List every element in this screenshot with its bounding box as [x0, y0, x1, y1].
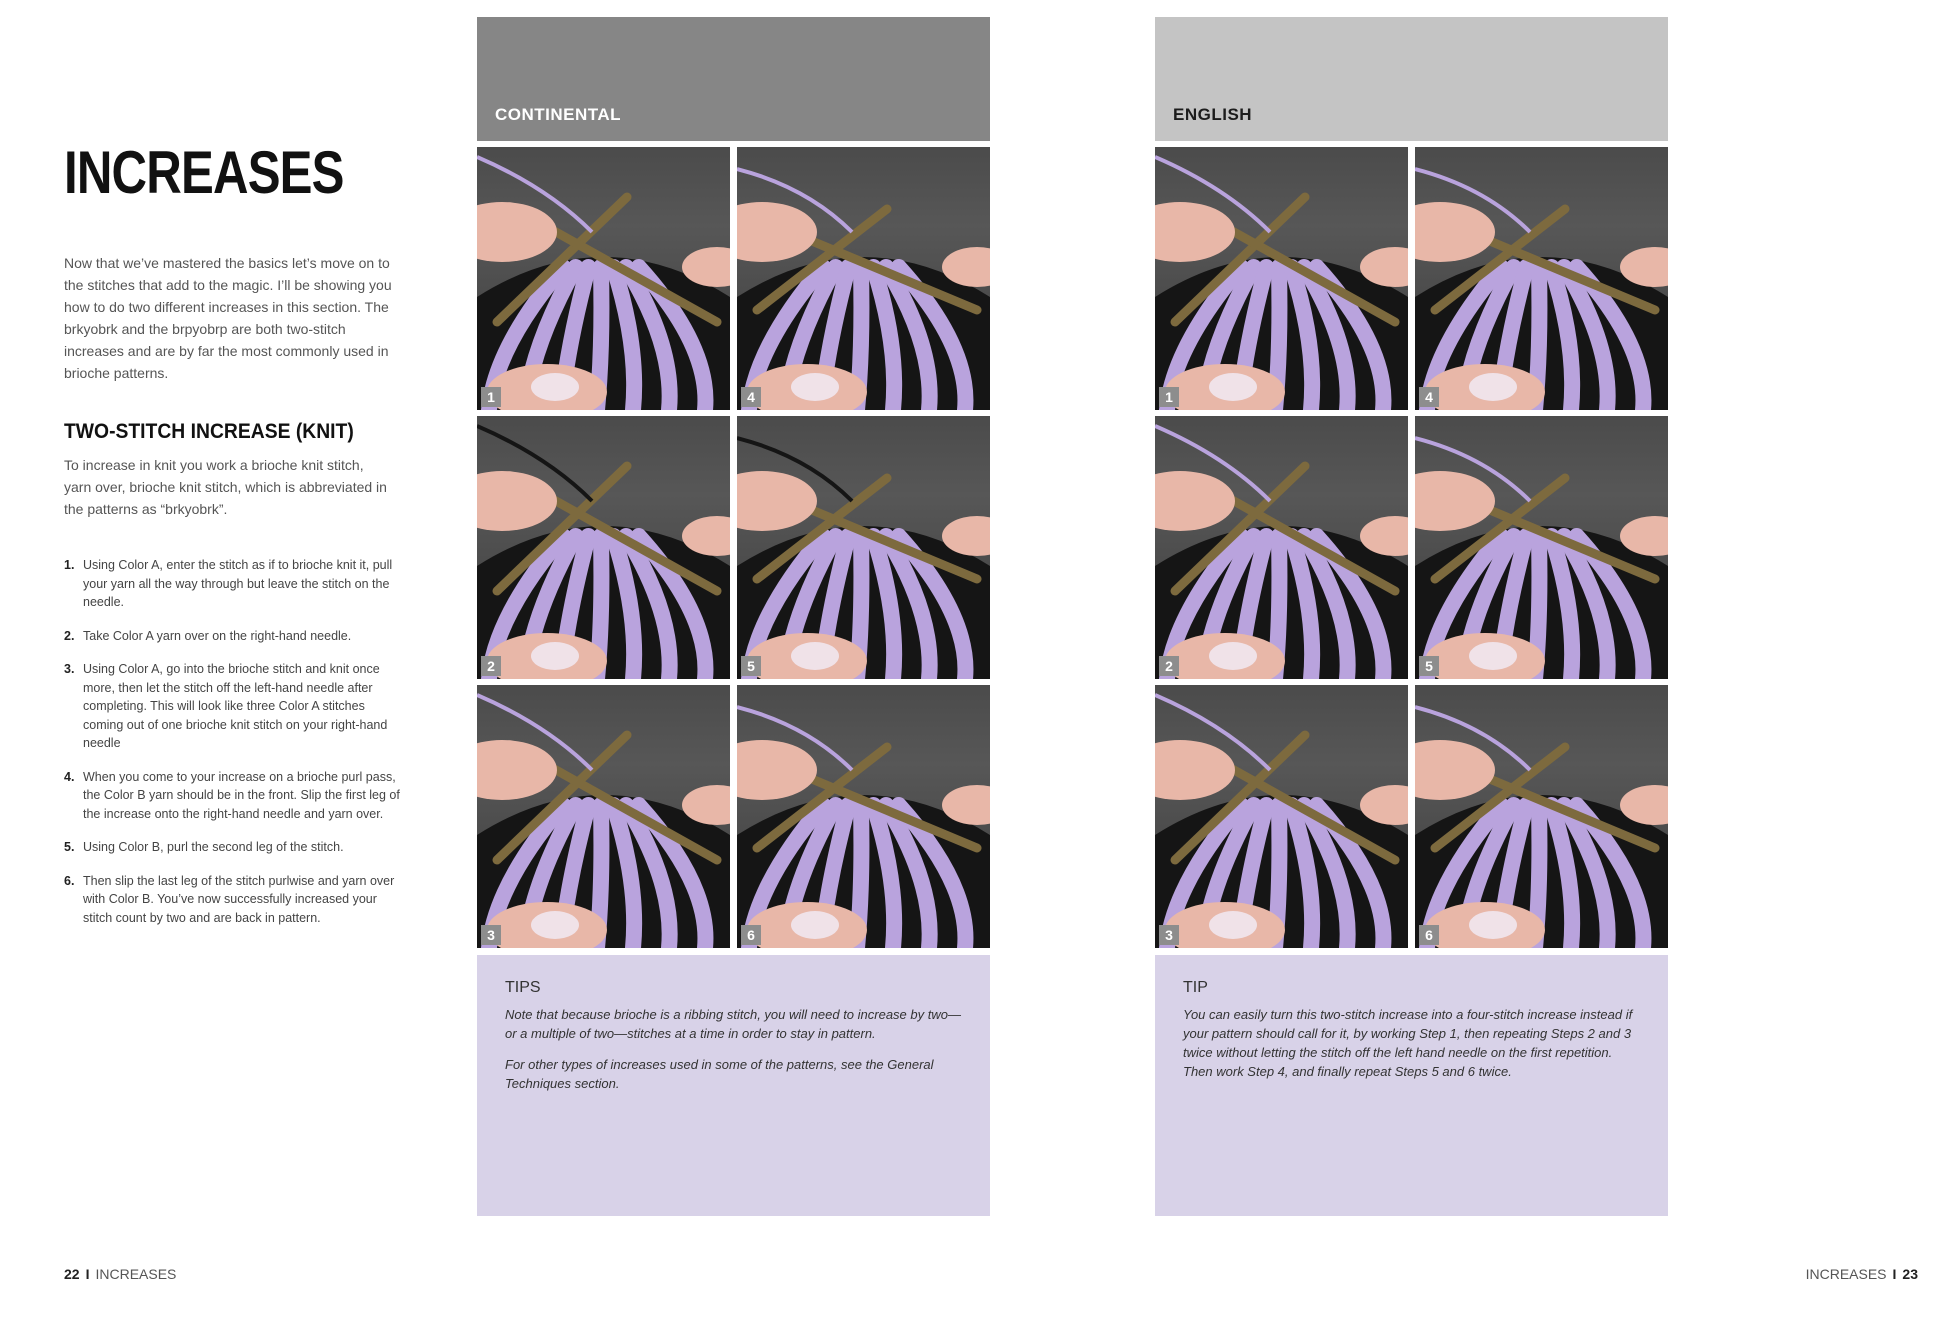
photo-step-number: 1	[481, 387, 501, 407]
continental-tip-box	[477, 955, 990, 1216]
photo-step-number: 5	[741, 656, 761, 676]
knitting-photo-illustration	[1415, 416, 1668, 679]
step-number: 4.	[64, 769, 75, 784]
english-photo-2	[1155, 416, 1408, 679]
tip-paragraph: Note that because brioche is a ribbing stitch, you will need to increase by two—or a multiple of two—stitches at a time in order to stay in pattern.	[505, 1007, 961, 1041]
english-photo-6	[1415, 685, 1668, 948]
step-item	[64, 872, 400, 928]
step-text: Using Color B, purl the second leg of the stitch.	[83, 840, 344, 854]
continental-header-label: CONTINENTAL	[495, 105, 622, 124]
english-tip-box	[1155, 955, 1668, 1216]
english-header-label: ENGLISH	[1173, 105, 1253, 124]
step-item	[64, 660, 400, 753]
continental-photo-6	[737, 685, 990, 948]
knitting-photo-illustration	[737, 147, 990, 410]
section-intro: To increase in knit you work a brioche knit stitch, yarn over, brioche knit stitch, which is abbreviated in the patterns as “brkyobrk”.	[64, 457, 387, 517]
photo-step-number: 4	[1419, 387, 1439, 407]
left-page-footer	[64, 1266, 176, 1282]
steps-list	[64, 556, 400, 942]
continental-photo-1	[477, 147, 730, 410]
photo-step-number: 6	[741, 925, 761, 945]
knitting-photo-illustration	[1155, 685, 1408, 948]
continental-header	[477, 17, 990, 141]
knitting-photo-illustration	[1155, 147, 1408, 410]
step-number: 6.	[64, 873, 75, 888]
page-title: INCREASES	[64, 139, 344, 206]
step-item	[64, 768, 400, 824]
tip-body	[505, 1005, 965, 1105]
footer-section: INCREASES	[95, 1266, 177, 1282]
step-number: 3.	[64, 662, 75, 676]
continental-photo-grid	[477, 147, 990, 948]
step-number: 2.	[64, 628, 75, 643]
intro-paragraph: Now that we’ve mastered the basics let’s move on to the stitches that add to the magic. I’ll be showing you how to do two different increases in this section. The brkyobrk and the brpyobrp are both two-stitch increases and are by far the most commonly used in brioche patterns.	[64, 255, 392, 381]
step-item	[64, 627, 400, 646]
tip-body	[1183, 1005, 1643, 1093]
continental-photo-4	[737, 147, 990, 410]
step-number: 5.	[64, 840, 75, 854]
english-header	[1155, 17, 1668, 141]
photo-step-number: 5	[1419, 656, 1439, 676]
continental-photo-5	[737, 416, 990, 679]
step-text: Using Color A, go into the brioche stitch and knit once more, then let the stitch off the left-hand needle after completing. This will look like three Color A stitches coming out of one brioche knit stitch on your right-hand needle	[83, 662, 388, 750]
footer-section: INCREASES	[1805, 1266, 1887, 1282]
tip-title: TIPS	[505, 979, 541, 996]
step-item	[64, 556, 400, 612]
continental-photo-2	[477, 416, 730, 679]
step-text: When you come to your increase on a brioche purl pass, the Color B yarn should be in the front. Slip the first leg of the increase onto the right-hand needle and yarn over.	[83, 769, 400, 821]
english-photo-3	[1155, 685, 1408, 948]
step-text: Take Color A yarn over on the right-hand needle.	[83, 628, 352, 643]
tip-title: TIP	[1183, 979, 1208, 996]
knitting-photo-illustration	[477, 685, 730, 948]
english-photo-grid	[1155, 147, 1668, 948]
step-number: 1.	[64, 558, 75, 572]
footer-separator: I	[85, 1266, 90, 1282]
knitting-photo-illustration	[1415, 685, 1668, 948]
knitting-photo-illustration	[737, 685, 990, 948]
right-page-footer	[1806, 1266, 1918, 1282]
step-text: Using Color A, enter the stitch as if to brioche knit it, pull your yarn all the way through but leave the stitch on the needle.	[83, 558, 393, 609]
photo-step-number: 2	[481, 656, 501, 676]
continental-photo-3	[477, 685, 730, 948]
step-item	[64, 838, 400, 857]
english-photo-1	[1155, 147, 1408, 410]
tip-paragraph: For other types of increases used in some of the patterns, see the General Techniques section.	[505, 1057, 934, 1091]
section-subheading: TWO-STITCH INCREASE (KNIT)	[64, 420, 354, 443]
knitting-photo-illustration	[1415, 147, 1668, 410]
footer-separator: I	[1892, 1266, 1897, 1282]
knitting-photo-illustration	[737, 416, 990, 679]
knitting-photo-illustration	[477, 416, 730, 679]
english-photo-5	[1415, 416, 1668, 679]
step-text: Then slip the last leg of the stitch purlwise and yarn over with Color B. You’ve now successfully increased your stitch count by two and are back in pattern.	[83, 873, 395, 925]
page-number: 22	[64, 1266, 80, 1282]
photo-step-number: 6	[1419, 925, 1439, 945]
english-photo-4	[1415, 147, 1668, 410]
tip-paragraph: You can easily turn this two-stitch increase into a four-stitch increase instead if your pattern should call for it, by working Step 1, then repeating Steps 2 and 3 twice without letting the stitch off the left hand needle on the first repetition. Then work Step 4, and finally repeat Steps 5 and 6 twice.	[1183, 1007, 1633, 1079]
knitting-photo-illustration	[1155, 416, 1408, 679]
photo-step-number: 3	[481, 925, 501, 945]
photo-step-number: 3	[1159, 925, 1179, 945]
knitting-photo-illustration	[477, 147, 730, 410]
page-number: 23	[1902, 1266, 1918, 1282]
photo-step-number: 4	[741, 387, 761, 407]
photo-step-number: 2	[1159, 656, 1179, 676]
photo-step-number: 1	[1159, 387, 1179, 407]
